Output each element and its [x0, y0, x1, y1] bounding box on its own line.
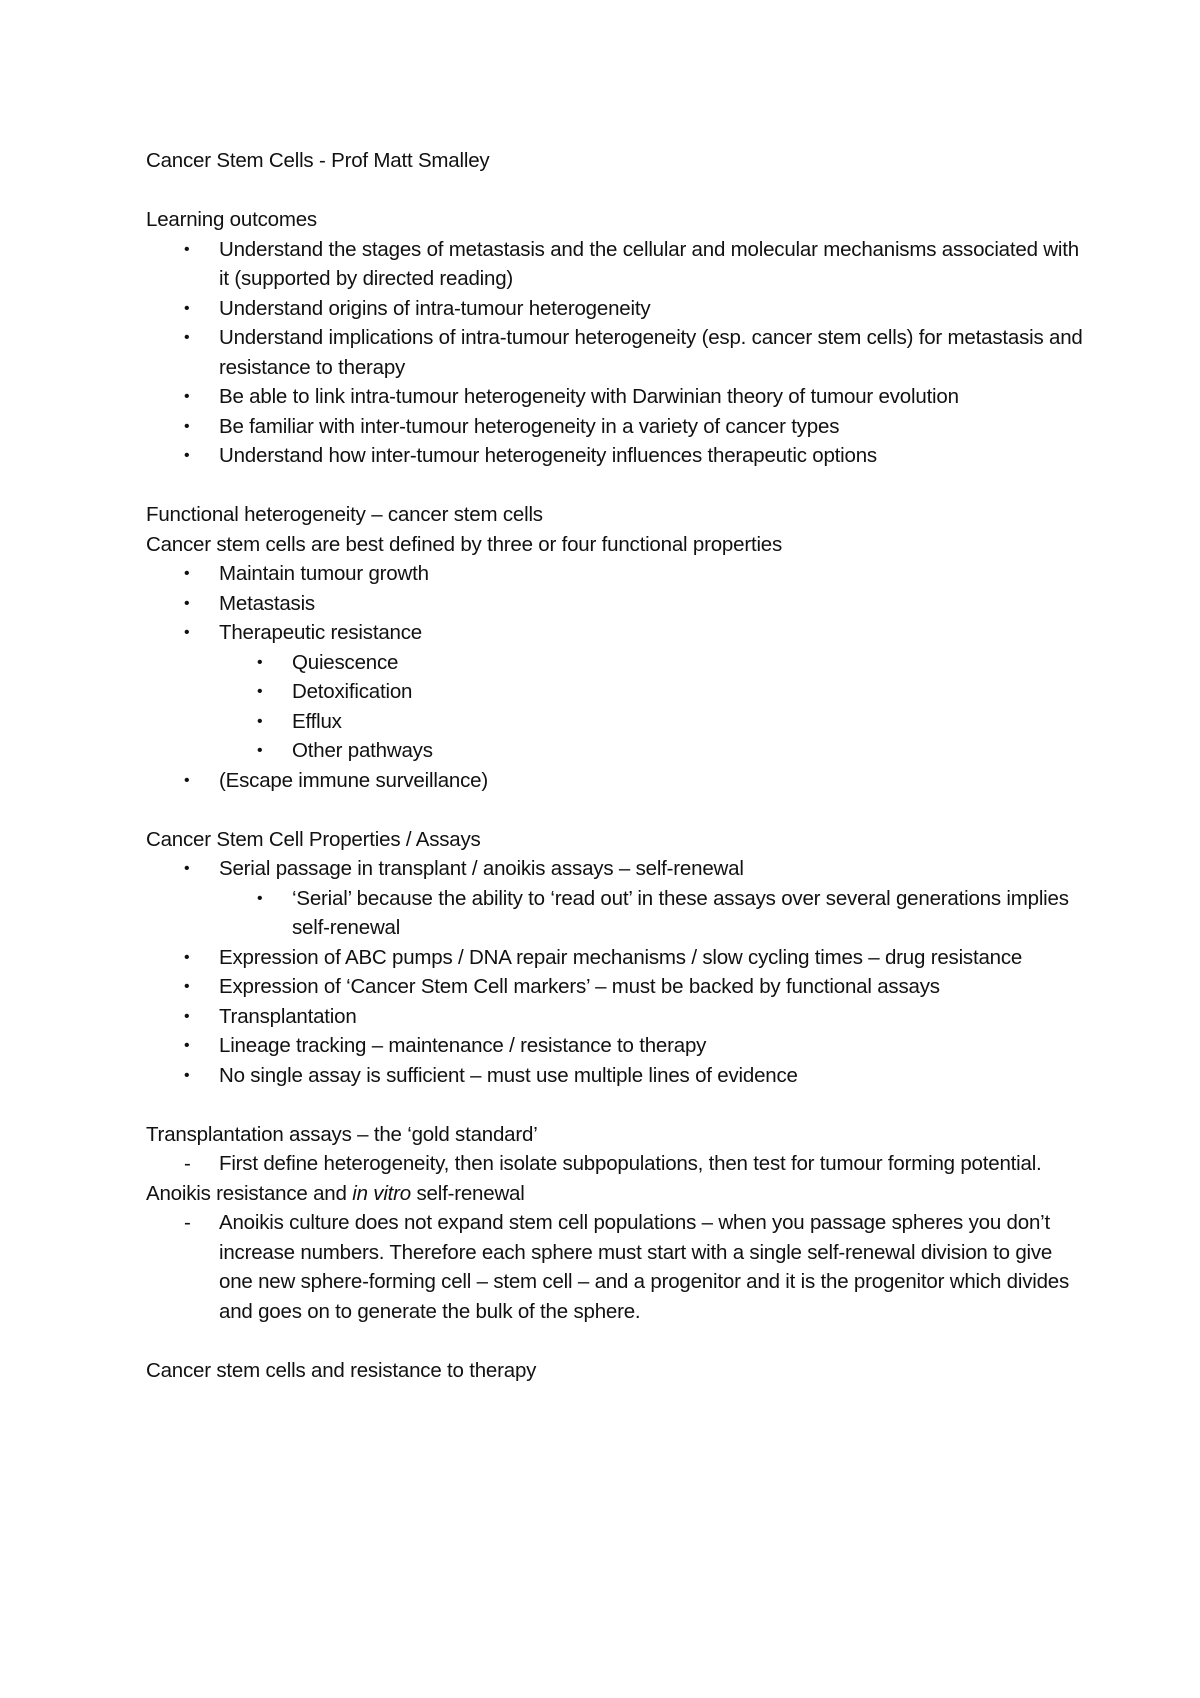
- bullet-icon: •: [184, 240, 190, 258]
- learning-outcomes-list: [146, 235, 1086, 471]
- bullet-icon: •: [184, 948, 190, 966]
- list-item: • Efflux: [146, 707, 1086, 737]
- document-title: Cancer Stem Cells - Prof Matt Smalley: [146, 149, 490, 172]
- transplantation-list: [146, 1149, 1086, 1179]
- list-item: • Understand origins of intra-tumour heterogeneity: [146, 294, 1086, 324]
- list-item: • Be familiar with inter-tumour heterogeneity in a variety of cancer types: [146, 412, 1086, 442]
- functional-heterogeneity-heading: Functional heterogeneity – cancer stem cells: [146, 503, 543, 526]
- anoikis-heading: Anoikis resistance and in vitro self-renewal: [146, 1181, 525, 1205]
- list-item: • Understand how inter-tumour heterogeneity influences therapeutic options: [146, 441, 1086, 471]
- list-item: • Quiescence: [146, 648, 1086, 678]
- resistance-heading: Cancer stem cells and resistance to therapy: [146, 1358, 537, 1382]
- list-item: • ‘Serial’ because the ability to ‘read out’ in these assays over several generations implies self-renewal: [146, 884, 1086, 943]
- list-item: • Expression of ‘Cancer Stem Cell markers’ – must be backed by functional assays: [146, 972, 1086, 1002]
- list-item: • Expression of ABC pumps / DNA repair mechanisms / slow cycling times – drug resistance: [146, 943, 1086, 973]
- bullet-icon: •: [257, 653, 263, 671]
- dash-icon: -: [184, 1152, 191, 1175]
- list-item: • Therapeutic resistance • Quiescence • Detoxification • Efflux • Other pathways: [146, 618, 1086, 766]
- list-item: • Serial passage in transplant / anoikis assays – self-renewal • ‘Serial’ because the ability to ‘read out’ in these assays over several generations implies self-renewal: [146, 854, 1086, 943]
- list-item: • Be able to link intra-tumour heterogeneity with Darwinian theory of tumour evolution: [146, 382, 1086, 412]
- bullet-icon: •: [184, 388, 190, 405]
- bullet-icon: •: [184, 329, 190, 346]
- csc-properties-heading: Cancer Stem Cell Properties / Assays: [146, 827, 481, 851]
- bullet-icon: •: [184, 299, 190, 317]
- list-item: - Anoikis culture does not expand stem cell populations – when you passage spheres you don’t increase numbers. Therefore each sphere must start with a single self-renewal division to give one new sphere-forming cell – stem cell – and a progenitor and it is the progenitor which divides and goes on to generate the bulk of the sphere.: [146, 1208, 1086, 1326]
- bullet-icon: •: [184, 1066, 190, 1084]
- list-item: • No single assay is sufficient – must use multiple lines of evidence: [146, 1061, 1086, 1091]
- learning-outcomes-heading: Learning outcomes: [146, 208, 317, 231]
- bullet-icon: •: [257, 742, 263, 759]
- italic-term: in vitro: [352, 1181, 411, 1205]
- list-item: • Transplantation: [146, 1002, 1086, 1032]
- functional-heterogeneity-intro: Cancer stem cells are best defined by three or four functional properties: [146, 532, 783, 556]
- bullet-icon: •: [184, 565, 190, 582]
- bullet-icon: •: [184, 978, 190, 995]
- anoikis-list: [146, 1208, 1086, 1326]
- list-item: • Understand the stages of metastasis and the cellular and molecular mechanisms associated with it (supported by directed reading): [146, 235, 1086, 294]
- bullet-icon: •: [184, 417, 190, 435]
- bullet-icon: •: [184, 447, 190, 464]
- list-item: • Lineage tracking – maintenance / resistance to therapy: [146, 1031, 1086, 1061]
- spacer: [146, 176, 1086, 206]
- transplantation-heading: Transplantation assays – the ‘gold standard’: [146, 1122, 538, 1146]
- list-item: - First define heterogeneity, then isolate subpopulations, then test for tumour forming potential.: [146, 1149, 1086, 1179]
- serial-passage-sublist: [146, 884, 1086, 943]
- bullet-icon: •: [184, 860, 190, 877]
- bullet-icon: •: [184, 1007, 190, 1025]
- document-page: [146, 146, 1086, 1385]
- bullet-icon: •: [184, 624, 190, 641]
- list-item: • Understand implications of intra-tumour heterogeneity (esp. cancer stem cells) for metastasis and resistance to therapy: [146, 323, 1086, 382]
- spacer: [146, 795, 1086, 825]
- spacer: [146, 1090, 1086, 1120]
- csc-properties-list: [146, 854, 1086, 1090]
- list-item: • Maintain tumour growth: [146, 559, 1086, 589]
- bullet-icon: •: [257, 683, 263, 700]
- dash-icon: -: [184, 1211, 191, 1234]
- functional-properties-list: [146, 559, 1086, 795]
- bullet-icon: •: [184, 771, 190, 789]
- spacer: [146, 1326, 1086, 1356]
- list-item: • Other pathways: [146, 736, 1086, 766]
- spacer: [146, 471, 1086, 501]
- bullet-icon: •: [257, 889, 263, 907]
- list-item: • (Escape immune surveillance): [146, 766, 1086, 796]
- bullet-icon: •: [184, 594, 190, 612]
- therapeutic-resistance-sublist: [146, 648, 1086, 766]
- bullet-icon: •: [184, 1037, 190, 1054]
- list-item: • Metastasis: [146, 589, 1086, 619]
- bullet-icon: •: [257, 712, 263, 730]
- list-item: • Detoxification: [146, 677, 1086, 707]
